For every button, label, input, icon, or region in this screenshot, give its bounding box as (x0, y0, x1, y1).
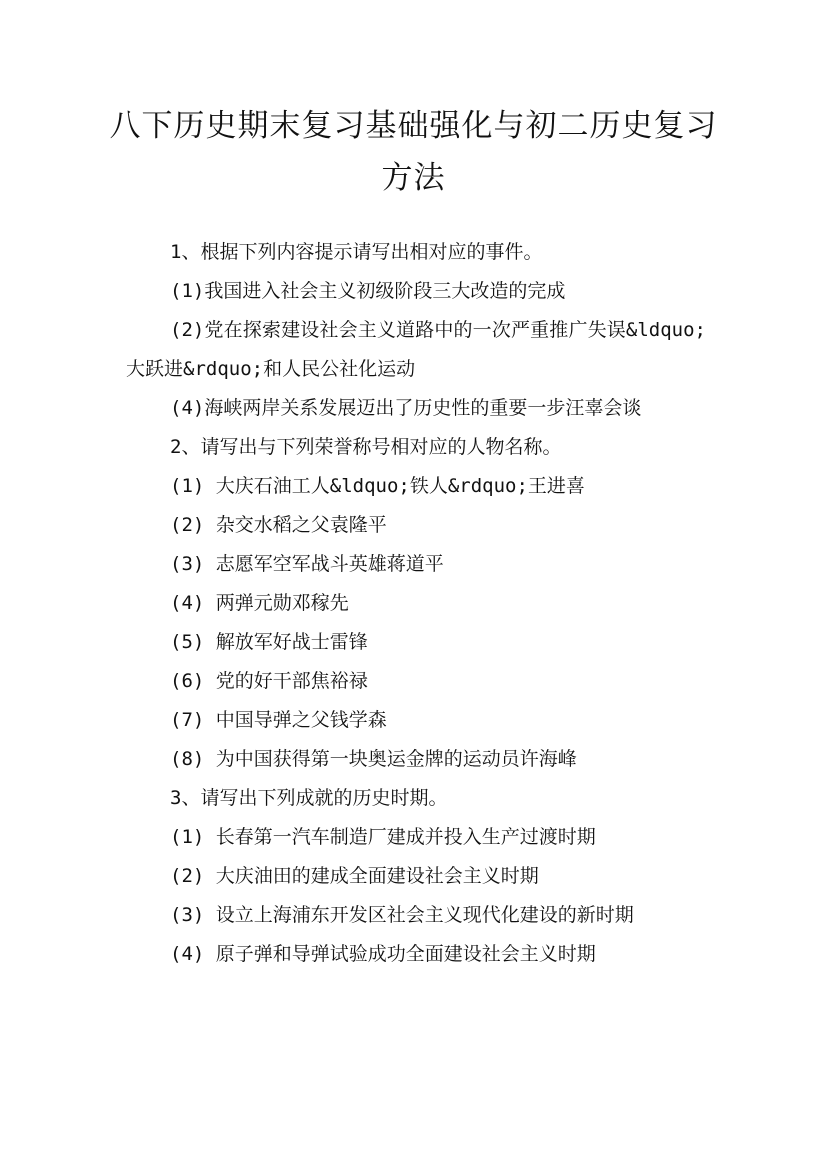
question-2-item-3: (3) 志愿军空军战斗英雄蒋道平 (170, 553, 444, 575)
question-1-item-1: (1)我国进入社会主义初级阶段三大改造的完成 (170, 280, 566, 302)
question-2-item-4: (4) 两弹元勋邓稼先 (170, 592, 349, 614)
question-2-item-6: (6) 党的好干部焦裕禄 (170, 670, 368, 692)
question-3-item-1: (1) 长春第一汽车制造厂建成并投入生产过渡时期 (170, 826, 596, 848)
document-body (126, 233, 706, 974)
document-title: 八下历史期末复习基础强化与初二历史复习方法 (109, 108, 718, 196)
question-2-item-1: (1) 大庆石油工人&ldquo;铁人&rdquo;王进喜 (170, 475, 585, 497)
question-1-item-4: (4)海峡两岸关系发展迈出了历史性的重要一步汪辜会谈 (170, 397, 642, 419)
question-2-heading: 2、请写出与下列荣誉称号相对应的人物名称。 (170, 436, 562, 458)
question-3-item-4: (4) 原子弹和导弹试验成功全面建设社会主义时期 (170, 943, 596, 965)
question-3-heading: 3、请写出下列成就的历史时期。 (170, 787, 448, 809)
question-2-item-8: (8) 为中国获得第一块奥运金牌的运动员许海峰 (170, 748, 577, 770)
question-2-item-2: (2) 杂交水稻之父袁隆平 (170, 514, 387, 536)
question-3-item-3: (3) 设立上海浦东开发区社会主义现代化建设的新时期 (170, 904, 634, 926)
question-1-heading: 1、根据下列内容提示请写出相对应的事件。 (170, 241, 543, 263)
question-1-item-2: (2)党在探索建设社会主义道路中的一次严重推广失误&ldquo;大跃进&rdquo;和人民公社化运动 (126, 319, 706, 380)
question-3-item-2: (2) 大庆油田的建成全面建设社会主义时期 (170, 865, 539, 887)
question-2-item-5: (5) 解放军好战士雷锋 (170, 631, 368, 653)
question-2-item-7: (7) 中国导弹之父钱学森 (170, 709, 387, 731)
